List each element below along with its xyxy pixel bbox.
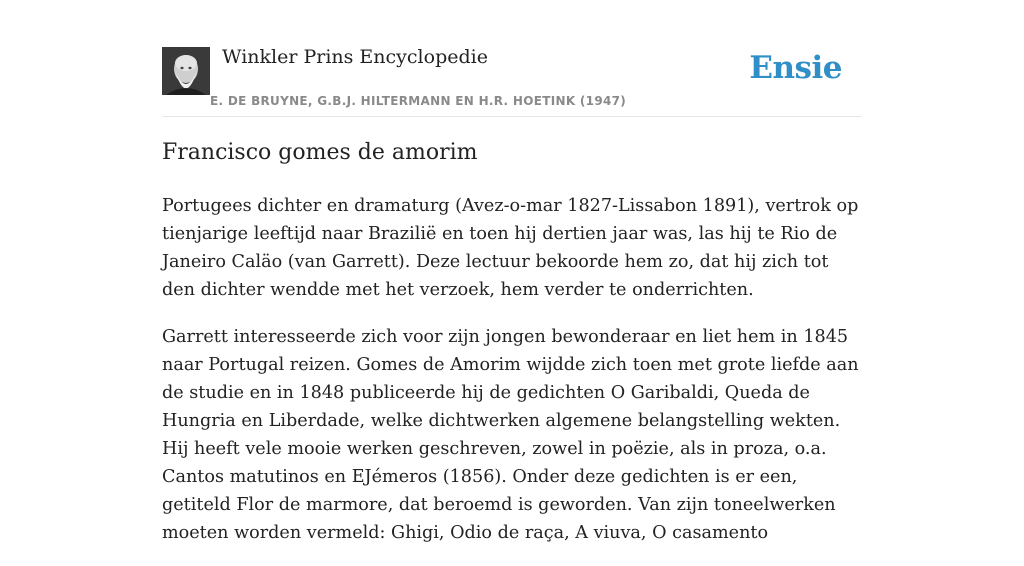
source-header: [162, 0, 862, 117]
article-body: [162, 192, 862, 566]
article-paragraph: Garrett interesseerde zich voor zijn jongen bewonderaar en liet hem in 1845 naar Portugal reizen. Gomes de Amorim wijdde zich toen met grote liefde aan de studie en in 1848 publiceerde hij de gedichten O Garibaldi, Queda de Hungria en Liberdade, welke dichtwerken algemene belangstelling wekten. Hij heeft vele mooie werken geschreven, zowel in poëzie, als in proza, o.a. Cantos matutinos en EJémeros (1856). Onder deze gedichten is er een, getiteld Flor de marmore, dat beroemd is geworden. Van zijn toneelwerken moeten worden vermeld: Ghigi, Odio de raça, A viuva, O casamento: [162, 327, 859, 543]
ensie-logo-link[interactable]: Ensie: [749, 50, 842, 86]
article-paragraph: Portugees dichter en dramaturg (Avez-o-mar 1827-Lissabon 1891), vertrok op tienjarige leeftijd naar Brazilië en toen hij dertien jaar was, las hij te Rio de Janeiro Caläo (van Garrett). Deze lectuur bekoorde hem zo, dat hij zich tot den dichter wendde met het verzoek, hem verder te onderrichten.: [162, 196, 859, 300]
article-title: Francisco gomes de amorim: [162, 140, 478, 165]
source-title[interactable]: Winkler Prins Encyclopedie: [222, 46, 488, 68]
author-avatar[interactable]: [162, 47, 210, 95]
portrait-icon: [162, 47, 210, 95]
page: [162, 0, 862, 543]
source-authors: E. DE BRUYNE, G.B.J. HILTERMANN EN H.R. HOETINK (1947): [210, 94, 627, 108]
